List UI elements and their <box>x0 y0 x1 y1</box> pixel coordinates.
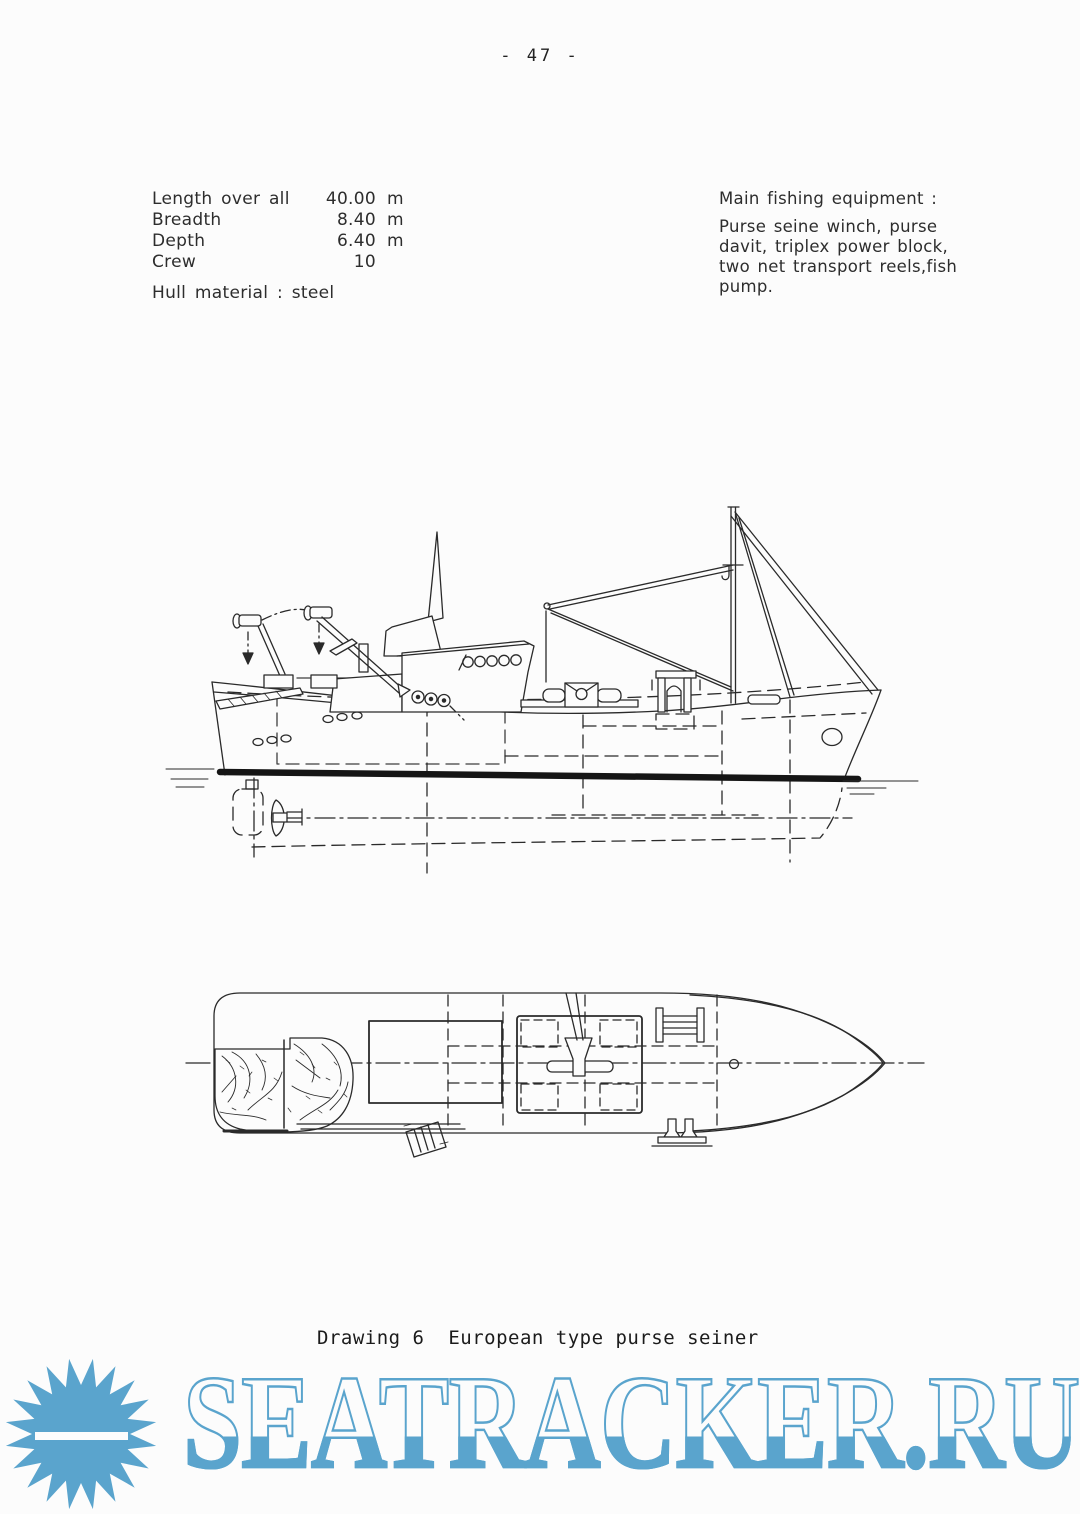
main-mast <box>731 507 736 703</box>
windlass-drum <box>656 1008 704 1042</box>
spec-label: Length over all <box>152 189 290 209</box>
net-reel-platform <box>517 993 642 1113</box>
spec-label: Breadth <box>152 210 222 230</box>
fish-hatch <box>369 1021 502 1103</box>
spec-label: Depth <box>152 231 206 251</box>
spec-unit: m <box>387 231 404 251</box>
spec-value: 8.40 <box>336 210 376 230</box>
arrow-down-icon <box>243 653 253 664</box>
forestay <box>731 512 878 694</box>
cargo-hook <box>722 566 729 580</box>
spec-value: 6.40 <box>336 231 376 251</box>
arrow-down-icon <box>314 643 324 654</box>
shroud <box>736 515 794 697</box>
equipment-line: davit, triplex power block, <box>719 237 949 256</box>
hull-profile <box>166 682 918 794</box>
signal-mast <box>428 532 443 622</box>
derrick-boom <box>548 609 733 691</box>
purse-seine-winch <box>521 683 638 707</box>
stern-edge <box>212 682 225 775</box>
drawing-caption: Drawing 6 European type purse seiner <box>317 1327 759 1349</box>
superstructure <box>330 532 534 712</box>
rudder <box>233 789 263 835</box>
watermark-text: SEATRACKER.RU <box>183 1348 1080 1496</box>
mast-and-rigging <box>544 507 878 703</box>
spec-label: Crew <box>152 252 197 272</box>
topping-lift <box>548 565 733 609</box>
deck-plan-view <box>186 993 924 1157</box>
mast-position <box>730 1060 739 1069</box>
equipment-title: Main fishing equipment : <box>719 189 938 208</box>
king-post <box>359 644 368 672</box>
spec-value: 40.00 <box>325 189 376 209</box>
stern-roller <box>404 1122 448 1157</box>
side-elevation-view <box>166 507 918 873</box>
equipment-line: pump. <box>719 277 774 296</box>
page-number: - 47 - <box>500 46 580 66</box>
spec-value: 10 <box>353 252 376 272</box>
gallows-frame <box>652 671 700 712</box>
net-pile <box>215 1038 353 1132</box>
bow-porthole <box>822 729 842 746</box>
equipment-line: two net transport reels,fish <box>719 257 958 276</box>
bow-stem <box>845 690 881 777</box>
spec-unit: m <box>387 210 404 230</box>
equipment-line: Purse seine winch, purse <box>719 217 938 236</box>
waterline <box>220 772 858 779</box>
sun-icon <box>6 1359 156 1509</box>
spec-unit: m <box>387 189 404 209</box>
hull-material-line: Hull material : steel <box>152 283 335 303</box>
